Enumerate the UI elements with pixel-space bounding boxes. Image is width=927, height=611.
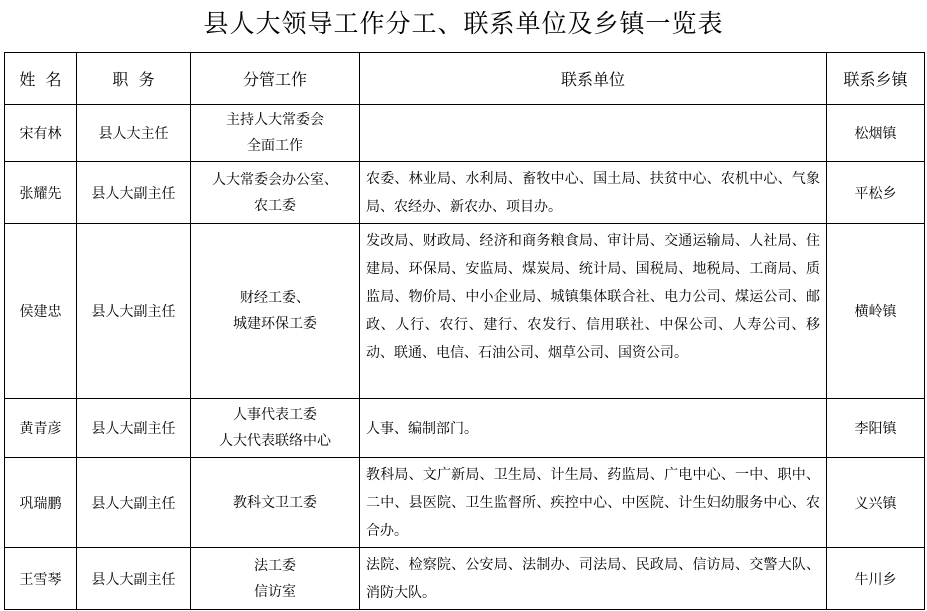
cell-units: 教科局、文广新局、卫生局、计生局、药监局、广电中心、一中、职中、二中、县医院、卫生监督所、疾控中心、中医院、计生妇幼服务中心、农合办。 xyxy=(360,458,827,548)
duty-line: 农工委 xyxy=(254,197,296,214)
table-row xyxy=(5,548,925,610)
header-name: 姓 名 xyxy=(5,53,77,105)
duty-line: 人大常委会办公室、 xyxy=(212,171,338,188)
table-row xyxy=(5,224,925,399)
cell-township: 松烟镇 xyxy=(827,105,925,162)
header-township: 联系乡镇 xyxy=(827,53,925,105)
cell-township: 李阳镇 xyxy=(827,399,925,458)
header-units: 联系单位 xyxy=(360,53,827,105)
cell-position: 县人大副主任 xyxy=(77,458,191,548)
duty-line: 法工委 xyxy=(254,557,296,574)
cell-duty xyxy=(191,458,360,548)
cell-position: 县人大主任 xyxy=(77,105,191,162)
cell-units: 农委、林业局、水利局、畜牧中心、国土局、扶贫中心、农机中心、气象局、农经办、新农办、项目办。 xyxy=(360,162,827,224)
cell-units: 发改局、财政局、经济和商务粮食局、审计局、交通运输局、人社局、住建局、环保局、安监局、煤炭局、统计局、国税局、地税局、工商局、质监局、物价局、中小企业局、城镇集体联合社、电力公司、煤运公司、邮政、人行、农行、建行、农发行、信用联社、中保公司、人寿公司、移动、联通、电信、石油公司、烟草公司、国资公司。 xyxy=(360,224,827,399)
page-title: 县人大领导工作分工、联系单位及乡镇一览表 xyxy=(203,9,724,38)
cell-units xyxy=(360,105,827,162)
leaders-table xyxy=(4,52,925,610)
cell-position: 县人大副主任 xyxy=(77,399,191,458)
cell-units: 人事、编制部门。 xyxy=(360,399,827,458)
cell-duty xyxy=(191,105,360,162)
header-duty: 分管工作 xyxy=(191,53,360,105)
cell-units: 法院、检察院、公安局、法制办、司法局、民政局、信访局、交警大队、消防大队。 xyxy=(360,548,827,610)
cell-position: 县人大副主任 xyxy=(77,548,191,610)
cell-name: 侯建忠 xyxy=(5,224,77,399)
cell-name: 宋有林 xyxy=(5,105,77,162)
table-row xyxy=(5,399,925,458)
table-row xyxy=(5,105,925,162)
duty-line: 主持人大常委会 xyxy=(226,112,324,128)
duty-line: 人事代表工委 xyxy=(233,407,317,423)
duty-line: 全面工作 xyxy=(247,138,303,154)
cell-township: 平松乡 xyxy=(827,162,925,224)
cell-position: 县人大副主任 xyxy=(77,224,191,399)
duty-line: 人大代表联络中心 xyxy=(219,433,331,449)
duty-line: 信访室 xyxy=(254,583,296,600)
duty-line: 财经工委、 xyxy=(240,290,310,306)
table-row xyxy=(5,458,925,548)
cell-name: 王雪琴 xyxy=(5,548,77,610)
duty-line: 教科文卫工委 xyxy=(233,494,317,511)
cell-name: 张耀先 xyxy=(5,162,77,224)
header-position: 职 务 xyxy=(77,53,191,105)
cell-duty xyxy=(191,162,360,224)
cell-duty xyxy=(191,399,360,458)
cell-position: 县人大副主任 xyxy=(77,162,191,224)
cell-duty xyxy=(191,548,360,610)
cell-name: 黄青彦 xyxy=(5,399,77,458)
table-row xyxy=(5,162,925,224)
cell-township: 牛川乡 xyxy=(827,548,925,610)
cell-township: 义兴镇 xyxy=(827,458,925,548)
cell-name: 巩瑞鹏 xyxy=(5,458,77,548)
duty-line: 城建环保工委 xyxy=(233,316,317,332)
cell-township: 横岭镇 xyxy=(827,224,925,399)
header-row xyxy=(5,53,925,105)
cell-duty xyxy=(191,224,360,399)
